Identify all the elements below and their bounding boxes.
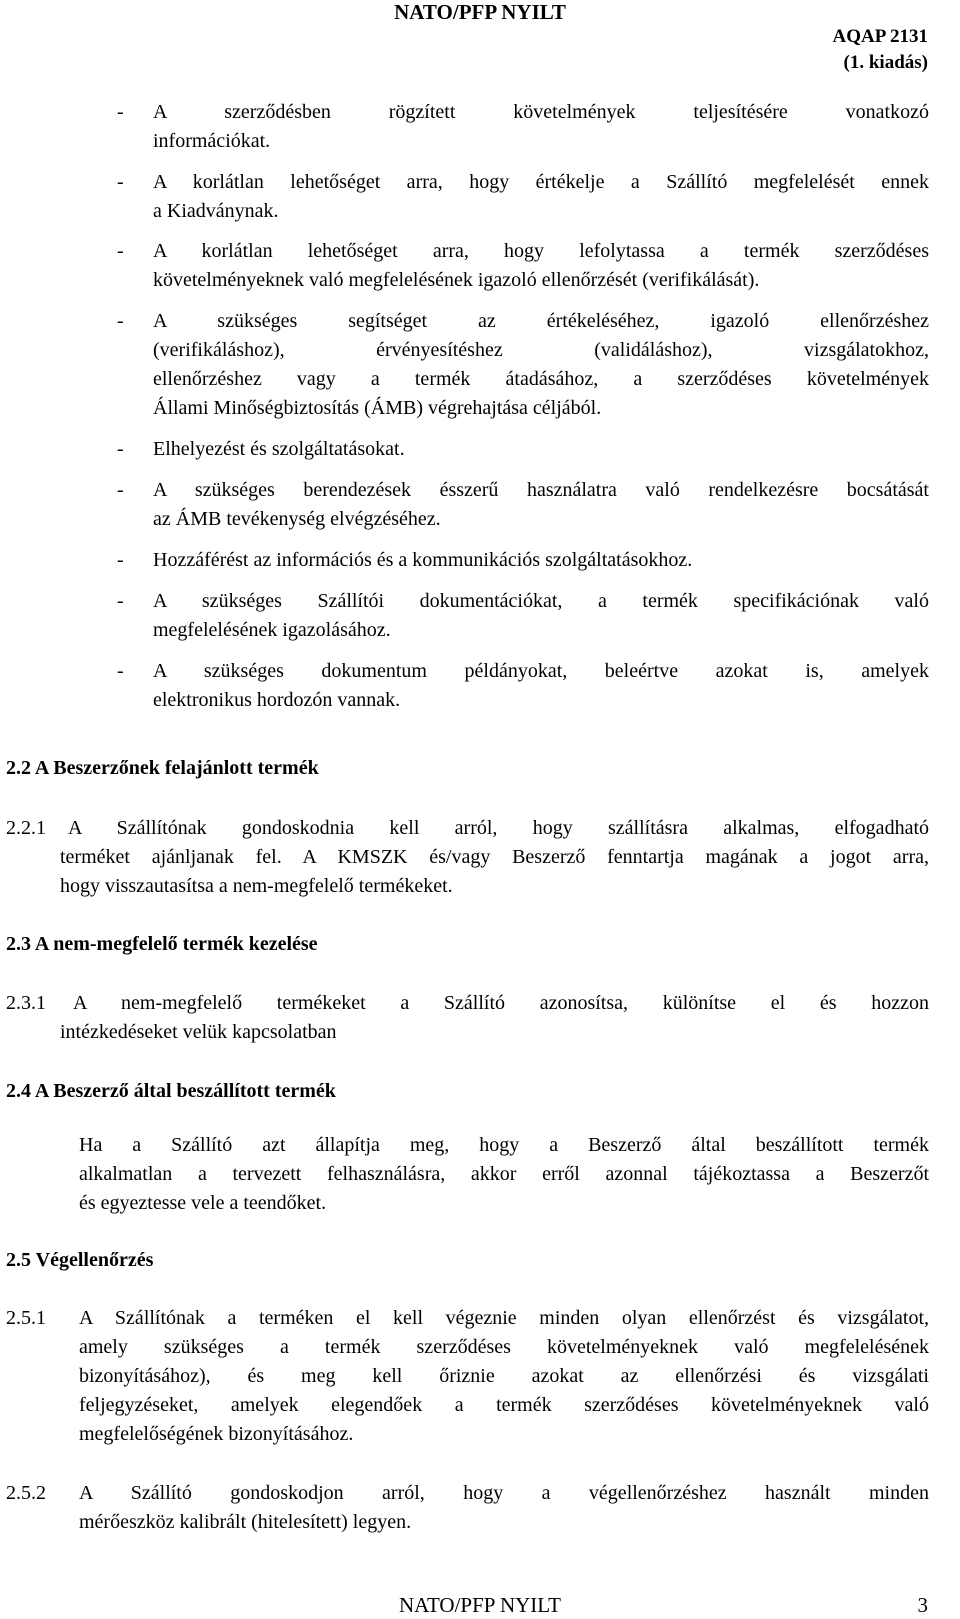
bullet-dash: -: [117, 171, 124, 193]
list-item: a Kiadványnak.: [153, 200, 279, 222]
list-item: Hozzáférést az információs és a kommunikációs szolgáltatásokhoz.: [153, 549, 693, 571]
list-item: információkat.: [153, 130, 271, 152]
paragraph-line: bizonyításához), és meg kell őriznie azokat az ellenőrzési és vizsgálati: [79, 1365, 929, 1387]
paragraph-line: A Szállító gondoskodjon arról, hogy a végellenőrzéshez használt minden: [79, 1482, 929, 1504]
bullet-dash: -: [117, 660, 124, 682]
paragraph-line: mérőeszköz kalibrált (hitelesített) legyen.: [79, 1511, 412, 1533]
bullet-dash: -: [117, 549, 124, 571]
header-classification: NATO/PFP NYILT: [394, 0, 566, 24]
paragraph-line: A Szállítónak a terméken el kell végeznie minden olyan ellenőrzést és vizsgálatot,: [79, 1307, 929, 1329]
list-item: követelményeknek való megfelelésének igazoló ellenőrzését (verifikálását).: [153, 269, 760, 291]
paragraph-line: terméket ajánljanak fel. A KMSZK és/vagy Beszerző fenntartja magának a jogot arra,: [60, 846, 929, 868]
list-item: A szükséges segítséget az értékeléséhez, igazoló ellenőrzéshez: [153, 310, 929, 332]
paragraph-number: 2.5.2: [6, 1482, 46, 1504]
list-item: az ÁMB tevékenység elvégzéséhez.: [153, 508, 441, 530]
paragraph-line: intézkedéseket velük kapcsolatban: [60, 1021, 337, 1043]
paragraph-number: 2.3.1: [6, 992, 46, 1014]
list-item: (verifikáláshoz), érvényesítéshez (validáláshoz), vizsgálatokhoz,: [153, 339, 929, 361]
section-heading: 2.2 A Beszerzőnek felajánlott termék: [6, 757, 319, 779]
paragraph-line: A Szállítónak gondoskodnia kell arról, hogy szállításra alkalmas, elfogadható: [68, 817, 929, 839]
bullet-dash: -: [117, 438, 124, 460]
list-item: A korlátlan lehetőséget arra, hogy lefolytassa a termék szerződéses: [153, 240, 929, 262]
paragraph-line: A nem-megfelelő termékeket a Szállító azonosítsa, különítse el és hozzon: [73, 992, 929, 1014]
paragraph-number: 2.5.1: [6, 1307, 46, 1329]
list-item: A szükséges Szállítói dokumentációkat, a termék specifikációnak való: [153, 590, 929, 612]
paragraph-line: feljegyzéseket, amelyek elegendőek a termék szerződéses követelményeknek való: [79, 1394, 929, 1416]
list-item: A szükséges berendezések ésszerű használatra való rendelkezésre bocsátását: [153, 479, 929, 501]
paragraph-line: és egyeztesse vele a teendőket.: [79, 1192, 327, 1214]
list-item: Állami Minőségbiztosítás (ÁMB) végrehajtása céljából.: [153, 397, 602, 419]
section-heading: 2.5 Végellenőrzés: [6, 1249, 154, 1271]
bullet-dash: -: [117, 310, 124, 332]
list-item: elektronikus hordozón vannak.: [153, 689, 401, 711]
footer-classification: NATO/PFP NYILT: [398, 1593, 561, 1617]
paragraph-line: amely szükséges a termék szerződéses követelményeknek való megfelelésének: [79, 1336, 929, 1358]
doc-id: AQAP 2131: [832, 26, 928, 47]
bullet-dash: -: [117, 590, 124, 612]
bullet-dash: -: [117, 240, 124, 262]
edition: (1. kiadás): [843, 52, 928, 73]
list-item: A szerződésben rögzített követelmények teljesítésére vonatkozó: [153, 101, 929, 123]
list-item: Elhelyezést és szolgáltatásokat.: [153, 438, 405, 460]
paragraph-line: Ha a Szállító azt állapítja meg, hogy a Beszerző által beszállított termék: [79, 1134, 929, 1156]
paragraph-line: alkalmatlan a tervezett felhasználásra, akkor erről azonnal tájékoztassa a Beszerzőt: [79, 1163, 929, 1185]
paragraph-line: megfelelőségének bizonyításához.: [79, 1423, 354, 1445]
section-heading: 2.3 A nem-megfelelő termék kezelése: [6, 933, 318, 955]
list-item: A szükséges dokumentum példányokat, beleértve azokat is, amelyek: [153, 660, 929, 682]
paragraph-number: 2.2.1: [6, 817, 46, 839]
list-item: ellenőrzéshez vagy a termék átadásához, a szerződéses követelmények: [153, 368, 929, 390]
paragraph-line: hogy visszautasítsa a nem-megfelelő termékeket.: [60, 875, 453, 897]
bullet-dash: -: [117, 479, 124, 501]
list-item: megfelelésének igazolásához.: [153, 619, 391, 641]
page-number: 3: [917, 1593, 928, 1617]
section-heading: 2.4 A Beszerző által beszállított termék: [6, 1080, 336, 1102]
bullet-dash: -: [117, 101, 124, 123]
list-item: A korlátlan lehetőséget arra, hogy értékelje a Szállító megfelelését ennek: [153, 171, 929, 193]
